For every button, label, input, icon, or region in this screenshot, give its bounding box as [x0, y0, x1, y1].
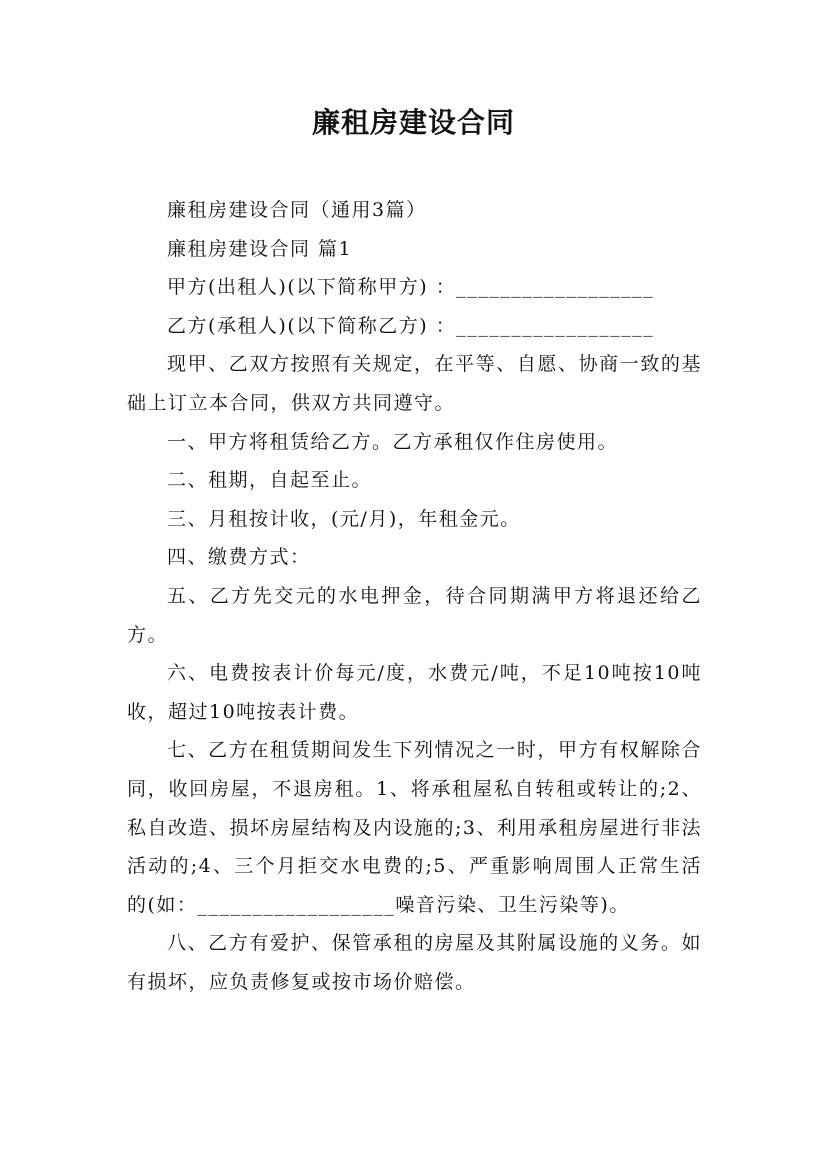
paragraph: 七、乙方在租赁期间发生下列情况之一时，甲方有权解除合同，收回房屋，不退房租。1、将承租屋私自转租或转让的;2、私自改造、损坏房屋结构及内设施的;3、利用承租房屋进行非法活动的;4、三个月拒交水电费的;5、严重影响周围人正常生活的(如：__________________噪音污染、卫生污染等)。: [127, 739, 702, 916]
paragraph: 八、乙方有爱护、保管承租的房屋及其附属设施的义务。如有损坏，应负责修复或按市场价赔偿。: [127, 932, 702, 993]
paragraph: 四、缴费方式：: [167, 546, 311, 569]
document-body: [127, 191, 702, 1001]
paragraph: 六、电费按表计价每元/度，水费元/吨，不足10吨按10吨收，超过10吨按表计费。: [127, 662, 702, 723]
document-title: 廉租房建设合同: [311, 106, 515, 139]
paragraph: 乙方(承租人)(以下简称乙方) ：__________________: [167, 314, 655, 337]
paragraph: 甲方(出租人)(以下简称甲方) ：__________________: [167, 276, 655, 299]
paragraph: 廉租房建设合同 篇1: [167, 237, 353, 260]
paragraph: 廉租房建设合同（通用3篇）: [167, 199, 427, 221]
paragraph: 二、租期，自起至止。: [167, 469, 373, 492]
paragraph: 现甲、乙双方按照有关规定，在平等、自愿、协商一致的基础上订立本合同，供双方共同遵守。: [127, 353, 702, 414]
paragraph: 五、乙方先交元的水电押金，待合同期满甲方将退还给乙方。: [127, 584, 702, 646]
paragraph: 一、甲方将租赁给乙方。乙方承租仅作住房使用。: [167, 430, 619, 453]
paragraph: 三、月租按计收，(元/月)，年租金元。: [167, 507, 521, 530]
